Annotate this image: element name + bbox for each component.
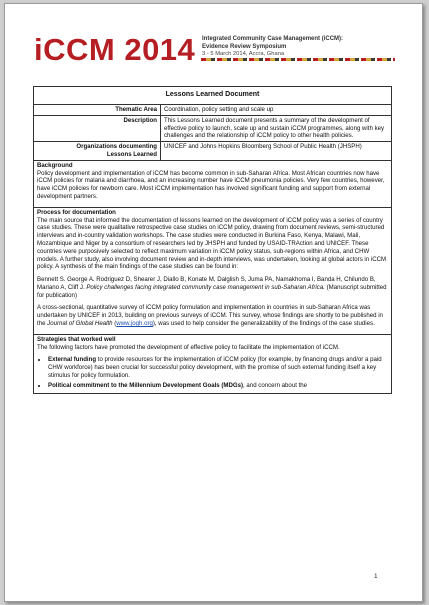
- description-label: Description: [34, 115, 161, 141]
- org-label-line-2: Lessons Learned: [106, 150, 157, 158]
- strategies-heading: Strategies that worked well: [37, 335, 116, 343]
- lessons-learned-table: [33, 86, 392, 394]
- thematic-area-value: Coordination, policy setting and scale up: [161, 104, 392, 115]
- journal-name: Journal of Global Health: [47, 320, 113, 328]
- p3-text-a: A cross-sectional, quantitative survey of iCCM policy formulation and implementation in countries in sub-Saharan Africa was undertaken by UNICEF in 2013, building on previous surveys of iCCM. This survey, whose findings are shortly to be published in the: [37, 304, 383, 328]
- process-section: [34, 207, 392, 334]
- citation-authors: Bennett S. George A. Rodriguez D, Shearer J, Diallo B, Konate M, Dalglish S, Juma PA, Namakhoma I, Banda H, Chilundo B, Mariano A, Cliff J.: [37, 276, 376, 291]
- header-line-2: Evidence Review Symposium: [202, 43, 287, 50]
- iccm-logo: iCCM 2014: [34, 32, 196, 67]
- list-item: [48, 356, 388, 379]
- process-paragraph-1: The main source that informed the documentation of lessons learned on the development of iCCM policy was a series of country case studies. These were qualitative retrospective case studies on iCCM policy, drawing from document reviews, semi-structured interviews and in-country validation workshops. The case studies were conducted in Burkina Faso, Kenya, Malawi, Mali, Mozambique and Niger by a consortium of researchers led by JHSPH and funded by USAID-TRAction and UNICEF. These countries were purposively selected to reflect maximum variation in iCCM policy status, sub-regions within Africa, and CHW models. A further study, also involving document review and in-depth interviews, was undertaken, looking at global actors in iCCM policy. A synthesis of the main findings of the case studies can be found in:: [37, 216, 387, 271]
- citation-title: Policy challenges facing integrated community case management in sub-Saharan Africa.: [86, 283, 325, 291]
- document-title: Lessons Learned Document: [34, 87, 392, 105]
- background-section: [34, 160, 392, 207]
- bullet-2-bold: Political commitment to the Millennium Development Goals (MDGs): [48, 381, 244, 389]
- page-number: 1: [374, 573, 378, 580]
- symposium-header: [202, 36, 343, 58]
- p3-text-c: ), was used to help consider the generalizability of the findings of the case studies.: [152, 320, 375, 328]
- org-label-line-1: Organizations documenting: [76, 143, 157, 151]
- document-page: [4, 3, 423, 602]
- background-heading: Background: [37, 161, 73, 169]
- strategies-intro: The following factors have promoted the development of effective policy to facilitate the implementation of iCCM.: [37, 343, 340, 351]
- strategies-list: [37, 356, 388, 389]
- description-value: This Lessons Learned document presents a summary of the development of effective policy to launch, scale up and sustain iCCM programmes, along with key challenges and the relationship of iCCM policy to other health policies.: [161, 115, 392, 141]
- process-paragraph-3: [37, 304, 388, 327]
- p3-text-b: (: [112, 320, 117, 328]
- header-line-1: Integrated Community Case Management (iCCM):: [202, 36, 344, 42]
- bullet-2-text: , and concern about the: [243, 381, 308, 389]
- decorative-stripe: [201, 58, 395, 61]
- citation: [37, 276, 388, 299]
- bullet-1-text: to provide resources for the implementation of iCCM policy (for example, by financing drugs and/or a paid CHW workforce) has been crucial for successful policy development, with the promise of such external funding itself a key stimulus for policy formulation.: [48, 356, 382, 380]
- bullet-1-bold: External funding: [48, 356, 97, 364]
- thematic-area-label: Thematic Area: [34, 104, 161, 115]
- jogh-link[interactable]: www.jogh.org: [116, 320, 153, 328]
- organizations-label: [34, 142, 161, 161]
- list-item: [48, 382, 388, 390]
- strategies-section: [34, 334, 392, 393]
- organizations-value: UNICEF and Johns Hopkins Bloomberg School of Public Health (JHSPH): [161, 142, 392, 161]
- background-text: Policy development and implementation of iCCM has become common in sub-Saharan Africa. Most African countries now have iCCM policies for malaria and diarrhoea, and an increasing number have iCCM pneumonia policies. Very few countries, however, have iCCM policies for newborn care. Most iCCM implementation has involved significant funding and support from external development partners.: [37, 169, 385, 200]
- header-line-3: 3 - 5 March 2014, Accra, Ghana: [202, 51, 285, 57]
- process-heading: Process for documentation: [37, 208, 116, 216]
- citation-note: (Manuscript submitted for publication): [37, 283, 387, 299]
